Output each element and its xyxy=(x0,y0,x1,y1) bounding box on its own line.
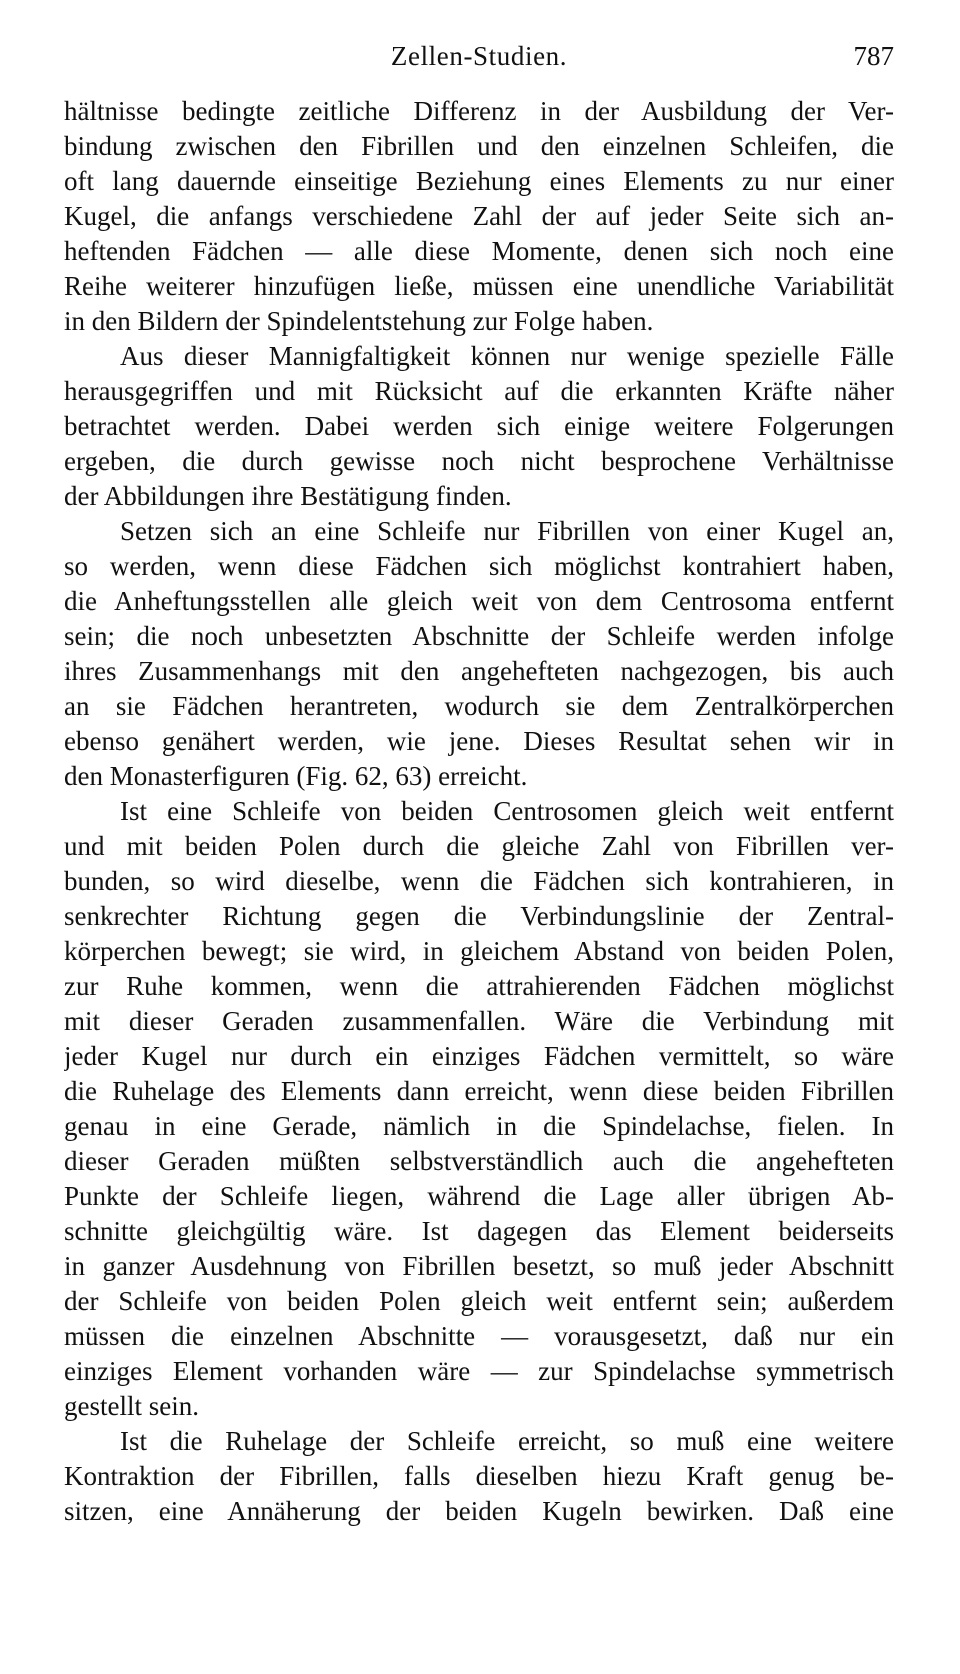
text-line: heftenden Fädchen — alle diese Momente, denen sich noch eine xyxy=(64,236,894,266)
text-line: müssen die einzelnen Abschnitte — vorausgesetzt, daß nur ein xyxy=(64,1321,894,1351)
body-text xyxy=(64,94,894,1529)
page-number: 787 xyxy=(853,41,894,71)
text-line: in den Bildern der Spindelentstehung zur Folge haben. xyxy=(64,306,654,336)
text-line: der Schleife von beiden Polen gleich weit entfernt sein; außerdem xyxy=(64,1286,894,1316)
text-line: Ist eine Schleife von beiden Centrosomen gleich weit entfernt xyxy=(120,796,894,826)
text-line: bunden, so wird dieselbe, wenn die Fädchen sich kontrahieren, in xyxy=(64,866,894,896)
running-head: Zellen-Studien. xyxy=(390,41,568,71)
text-line: den Monasterfiguren (Fig. 62, 63) erreicht. xyxy=(64,761,528,791)
text-line: Reihe weiterer hinzufügen ließe, müssen eine unendliche Variabilität xyxy=(64,271,894,301)
text-line: mit dieser Geraden zusammenfallen. Wäre die Verbindung mit xyxy=(64,1006,894,1036)
text-line: schnitte gleichgültig wäre. Ist dagegen das Element beiderseits xyxy=(64,1216,894,1246)
text-line: ebenso genähert werden, wie jene. Dieses Resultat sehen wir in xyxy=(64,726,894,756)
text-line: in ganzer Ausdehnung von Fibrillen besetzt, so muß jeder Abschnitt xyxy=(64,1251,894,1281)
text-line: dieser Geraden müßten selbstverständlich auch die angehefteten xyxy=(64,1146,894,1176)
text-line: die Ruhelage des Elements dann erreicht, wenn diese beiden Fibrillen xyxy=(64,1076,894,1106)
text-line: sitzen, eine Annäherung der beiden Kugeln bewirken. Daß eine xyxy=(64,1496,894,1526)
text-line: genau in eine Gerade, nämlich in die Spindelachse, fielen. In xyxy=(64,1111,894,1141)
text-line: Kugel, die anfangs verschiedene Zahl der auf jeder Seite sich an- xyxy=(64,201,894,231)
text-line: die Anheftungsstellen alle gleich weit von dem Centrosoma entfernt xyxy=(64,586,894,616)
text-line: an sie Fädchen herantreten, wodurch sie dem Zentralkörperchen xyxy=(64,691,894,721)
text-line: ergeben, die durch gewisse noch nicht besprochene Verhältnisse xyxy=(64,446,894,476)
text-line: der Abbildungen ihre Bestätigung finden. xyxy=(64,481,512,511)
text-line: zur Ruhe kommen, wenn die attrahierenden Fädchen möglichst xyxy=(64,971,894,1001)
text-line: betrachtet werden. Dabei werden sich einige weitere Folgerungen xyxy=(64,411,894,441)
text-line: oft lang dauernde einseitige Beziehung eines Elements zu nur einer xyxy=(64,166,894,196)
text-line: ihres Zusammenhangs mit den angehefteten nachgezogen, bis auch xyxy=(64,656,894,686)
text-line: Aus dieser Mannigfaltigkeit können nur wenige spezielle Fälle xyxy=(120,341,894,371)
text-line: und mit beiden Polen durch die gleiche Zahl von Fibrillen ver- xyxy=(64,831,894,861)
text-line: jeder Kugel nur durch ein einziges Fädchen vermittelt, so wäre xyxy=(64,1041,894,1071)
text-line: gestellt sein. xyxy=(64,1391,199,1421)
page-header xyxy=(64,36,894,76)
text-line: Ist die Ruhelage der Schleife erreicht, so muß eine weitere xyxy=(120,1426,894,1456)
text-line: Punkte der Schleife liegen, während die Lage aller übrigen Ab- xyxy=(64,1181,894,1211)
text-line: hältnisse bedingte zeitliche Differenz in der Ausbildung der Ver- xyxy=(64,96,894,126)
text-line: einziges Element vorhanden wäre — zur Spindelachse symmetrisch xyxy=(64,1356,894,1386)
text-line: bindung zwischen den Fibrillen und den einzelnen Schleifen, die xyxy=(64,131,894,161)
text-line: körperchen bewegt; sie wird, in gleichem Abstand von beiden Polen, xyxy=(64,936,894,966)
text-line: herausgegriffen und mit Rücksicht auf die erkannten Kräfte näher xyxy=(64,376,894,406)
text-line: so werden, wenn diese Fädchen sich möglichst kontrahiert haben, xyxy=(64,551,894,581)
text-line: Setzen sich an eine Schleife nur Fibrillen von einer Kugel an, xyxy=(120,516,894,546)
text-line: senkrechter Richtung gegen die Verbindungslinie der Zentral- xyxy=(64,901,894,931)
text-line: sein; die noch unbesetzten Abschnitte der Schleife werden infolge xyxy=(64,621,894,651)
text-line: Kontraktion der Fibrillen, falls dieselben hiezu Kraft genug be- xyxy=(64,1461,894,1491)
